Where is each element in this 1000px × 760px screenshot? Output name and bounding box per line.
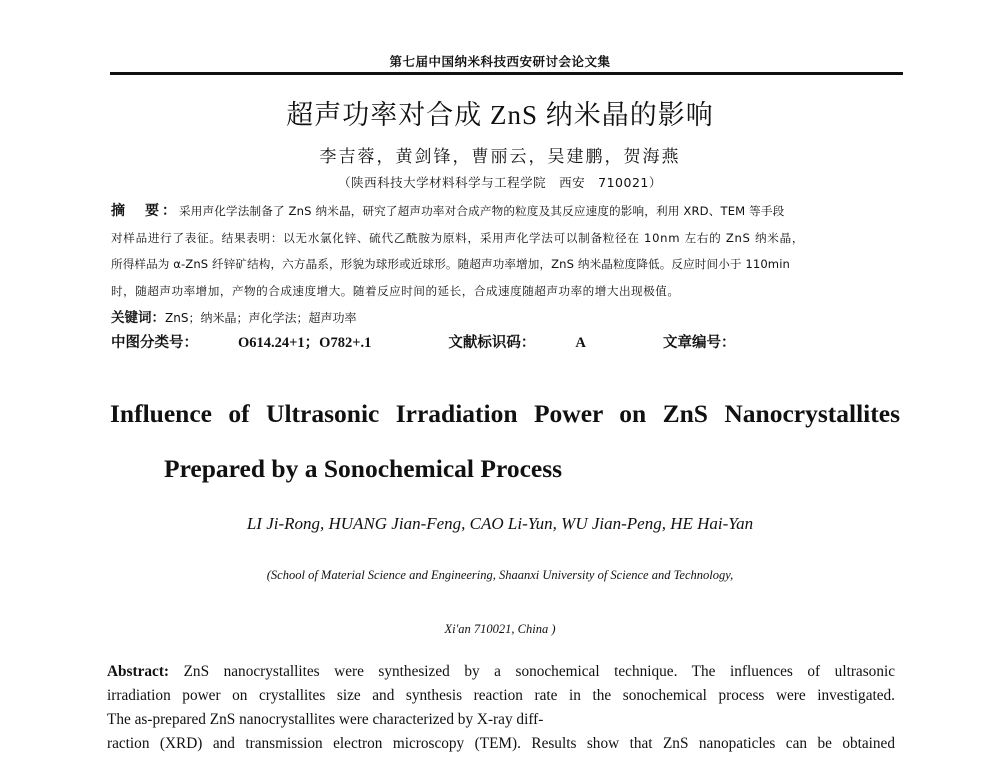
class-number xyxy=(111,335,407,351)
doc-code xyxy=(448,335,621,351)
chinese-abstract-label: 摘 要： xyxy=(111,203,179,219)
english-abstract-line-1 xyxy=(107,660,895,684)
chinese-title: 超声功率对合成 ZnS 纳米晶的影响 xyxy=(286,100,714,130)
english-abstract xyxy=(107,660,895,756)
doc-code-value: A xyxy=(575,335,586,351)
chinese-abstract xyxy=(111,198,911,304)
english-abstract-line-4: raction (XRD) and transmission electron microscopy (TEM). Results show that ZnS nanopaticles can be obtained xyxy=(107,735,895,752)
english-abstract-first: ZnS nanocrystallites were synthesized by a sonochemical technique. The influences of ultrasonic xyxy=(183,663,896,680)
class-number-value: O614.24+1；O782+.1 xyxy=(238,335,372,351)
article-number-label: 文章编号： xyxy=(662,335,736,351)
chinese-abstract-line-2: 对样品进行了表征。结果表明：以无水氯化锌、硫代乙酰胺为原料，采用声化学法可以制备粒径在 10nm 左右的 ZnS 纳米晶， xyxy=(111,230,805,245)
chinese-abstract-line-4: 时，随超声功率增加，产物的合成速度增大。随着反应时间的延长，合成速度随超声功率的增大出现极值。 xyxy=(111,283,680,298)
english-affiliation-line-1: (School of Material Science and Engineering, Shaanxi University of Science and Technology, xyxy=(266,568,734,582)
running-header: 第七届中国纳米科技西安研讨会论文集 xyxy=(389,54,611,69)
english-abstract-label: Abstract: xyxy=(107,663,170,680)
english-title-line-1: Influence of Ultrasonic Irradiation Power on ZnS Nanocrystallites xyxy=(110,399,900,428)
chinese-affiliation: （陕西科技大学材料科学与工程学院 西安 710021） xyxy=(338,175,662,190)
chinese-abstract-text: 采用声化学法制备了 ZnS 纳米晶，研究了超声功率对合成产物的粒度及其反应速度的影响，利用 XRD、TEM 等手段 xyxy=(179,204,785,218)
class-number-label: 中图分类号： xyxy=(111,335,198,351)
english-affiliation-line-2: Xi'an 710021, China ) xyxy=(444,622,556,636)
chinese-authors: 李吉蓉，黄剑锋，曹丽云，吴建鹏，贺海燕 xyxy=(319,147,681,167)
chinese-abstract-line-3: 所得样品为 α-ZnS 纤锌矿结构，六方晶系，形貌为球形或近球形。随超声功率增加，ZnS 纳米晶粒度降低。反应时间小于 110min xyxy=(111,257,790,271)
english-abstract-line-3: The as-prepared ZnS nanocrystallites were characterized by X-ray diff- xyxy=(107,711,544,728)
keywords-value: ZnS；纳米晶；声化学法；超声功率 xyxy=(165,311,357,325)
classification-line xyxy=(111,331,771,352)
english-abstract-line-2: irradiation power on crystallites size and synthesis reaction rate in the sonochemical process were investigated. xyxy=(107,687,895,704)
chinese-keywords xyxy=(111,306,356,326)
doc-code-label: 文献标识码： xyxy=(448,335,536,351)
header-rule xyxy=(110,72,903,75)
keywords-label: 关键词： xyxy=(111,310,165,326)
chinese-abstract-line-1 xyxy=(111,198,911,225)
english-title-line-2: Prepared by a Sonochemical Process xyxy=(164,454,563,483)
english-authors: LI Ji-Rong, HUANG Jian-Feng, CAO Li-Yun, WU Jian-Peng, HE Hai-Yan xyxy=(246,514,754,533)
